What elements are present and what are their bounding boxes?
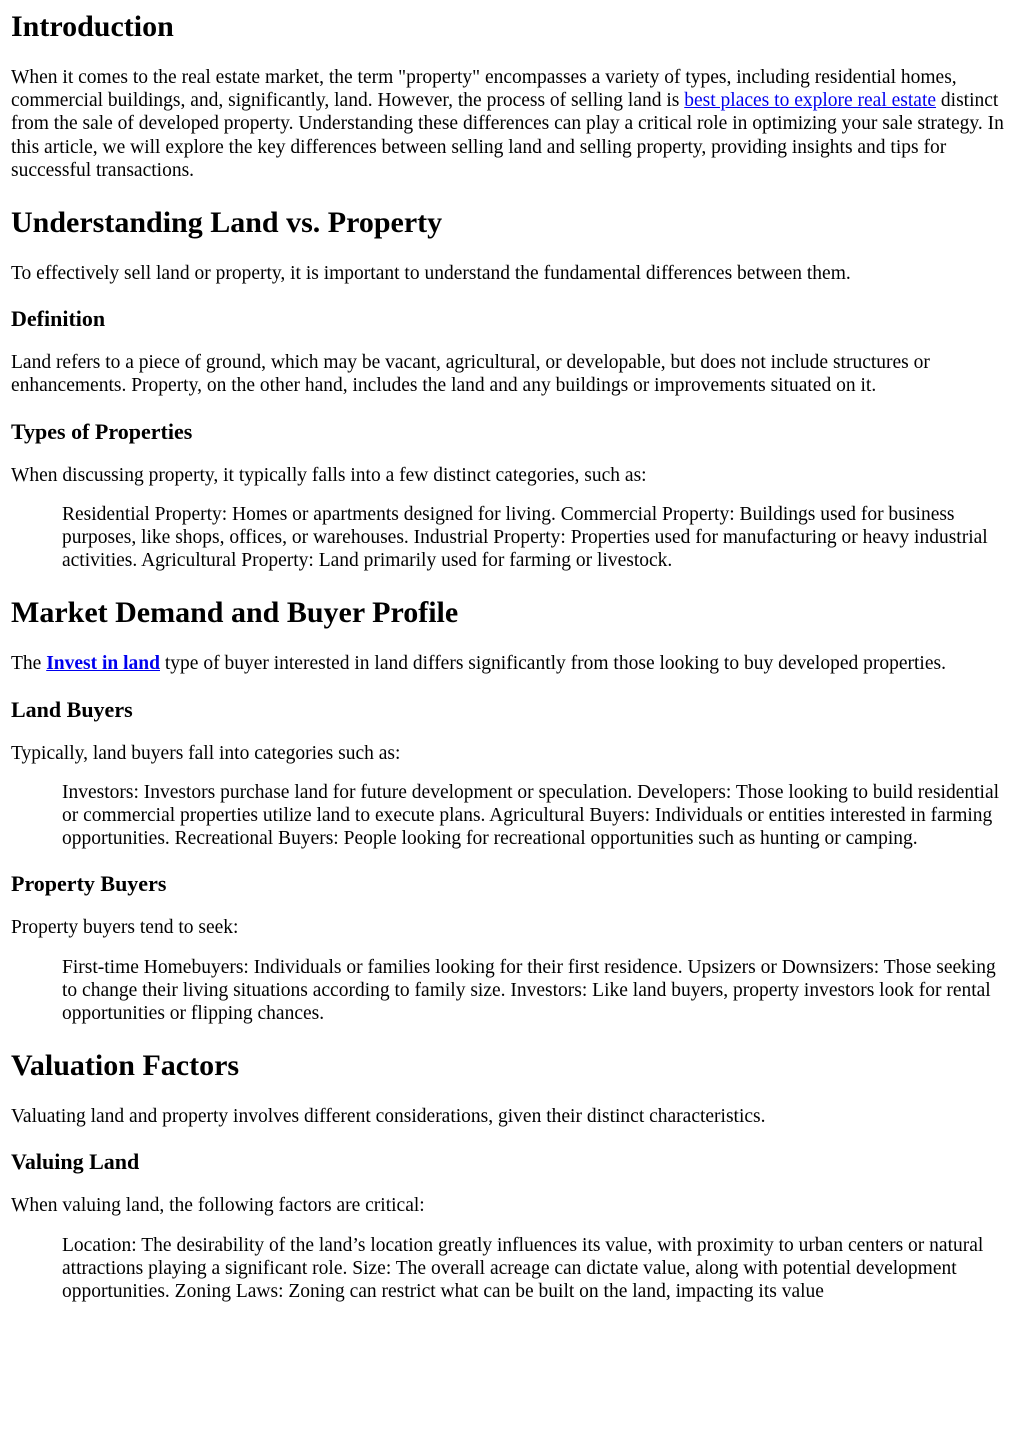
invest-in-land-link[interactable]: Invest in land [46, 653, 160, 675]
heading-introduction: Introduction [11, 10, 174, 43]
heading-understanding: Understanding Land vs. Property [11, 206, 443, 240]
heading-valuation-factors: Valuation Factors [11, 1049, 240, 1083]
intro-paragraph [11, 66, 1013, 182]
land-buyers-quote: Investors: Investors purchase land for future development or speculation. Developers: Those looking to build residential or commercial properties utilize land to execute plans. Agricultural Buyers: Individuals or entities interested in farming opportunities. Recreational Buyers: People looking for recreational opportunities such as hunting or camping. [62, 781, 1000, 850]
intro-text-start: When it comes to the real estate market, the term "property" encompasses a variety of types, including residential homes, commercial buildings, and, significantly, land. However, the process of selling land is [11, 67, 957, 112]
intro-text-end: distinct from the sale of developed property. Understanding these differences can play a critical role in optimizing your sale strategy. In this article, we will explore the key differences between selling land and selling property, providing insights and tips for successful transactions. [11, 90, 1004, 181]
market-paragraph [11, 652, 1013, 675]
valuing-land-quote: Location: The desirability of the land’s location greatly influences its value, with proximity to urban centers or natural attractions playing a significant role. Size: The overall acreage can dictate value, along with potential development opportunities. Zoning Laws: Zoning can restrict what can be built on the land, impacting its value [62, 1234, 984, 1303]
heading-types-of-properties: Types of Properties [11, 418, 193, 444]
property-buyers-quote: First-time Homebuyers: Individuals or families looking for their first residence. Upsizers or Downsizers: Those seeking to change their living situations according to family size. Investors: Like land buyers, property investors look for rental opportunities or flipping chances. [62, 956, 996, 1025]
heading-market-demand: Market Demand and Buyer Profile [11, 596, 459, 630]
valuing-land-intro: When valuing land, the following factors are critical: [11, 1195, 425, 1217]
heading-definition: Definition [11, 306, 106, 332]
types-quote: Residential Property: Homes or apartments designed for living. Commercial Property: Buildings used for business purposes, like shops, offices, or warehouses. Industrial Property: Properties used for manufacturing or heavy industrial activities. Agricultural Property: Land primarily used for farming or livestock. [62, 503, 988, 572]
heading-property-buyers: Property Buyers [11, 871, 167, 897]
best-places-link[interactable]: best places to explore real estate [684, 90, 937, 112]
market-text-end: type of buyer interested in land differs significantly from those looking to buy developed properties. [160, 653, 946, 675]
market-text-start: The [11, 653, 47, 675]
article [0, 8, 1024, 1303]
heading-valuing-land: Valuing Land [11, 1149, 140, 1175]
types-intro-paragraph: When discussing property, it typically falls into a few distinct categories, such as: [11, 464, 647, 486]
land-buyers-intro: Typically, land buyers fall into categories such as: [11, 742, 401, 764]
understanding-paragraph: To effectively sell land or property, it is important to understand the fundamental differences between them. [11, 263, 851, 285]
valuation-paragraph: Valuating land and property involves different considerations, given their distinct characteristics. [11, 1106, 766, 1128]
property-buyers-intro: Property buyers tend to seek: [11, 917, 239, 939]
definition-paragraph: Land refers to a piece of ground, which may be vacant, agricultural, or developable, but does not include structures or enhancements. Property, on the other hand, includes the land and any buildings or improvements situated on it. [11, 352, 930, 397]
heading-land-buyers: Land Buyers [11, 696, 133, 722]
